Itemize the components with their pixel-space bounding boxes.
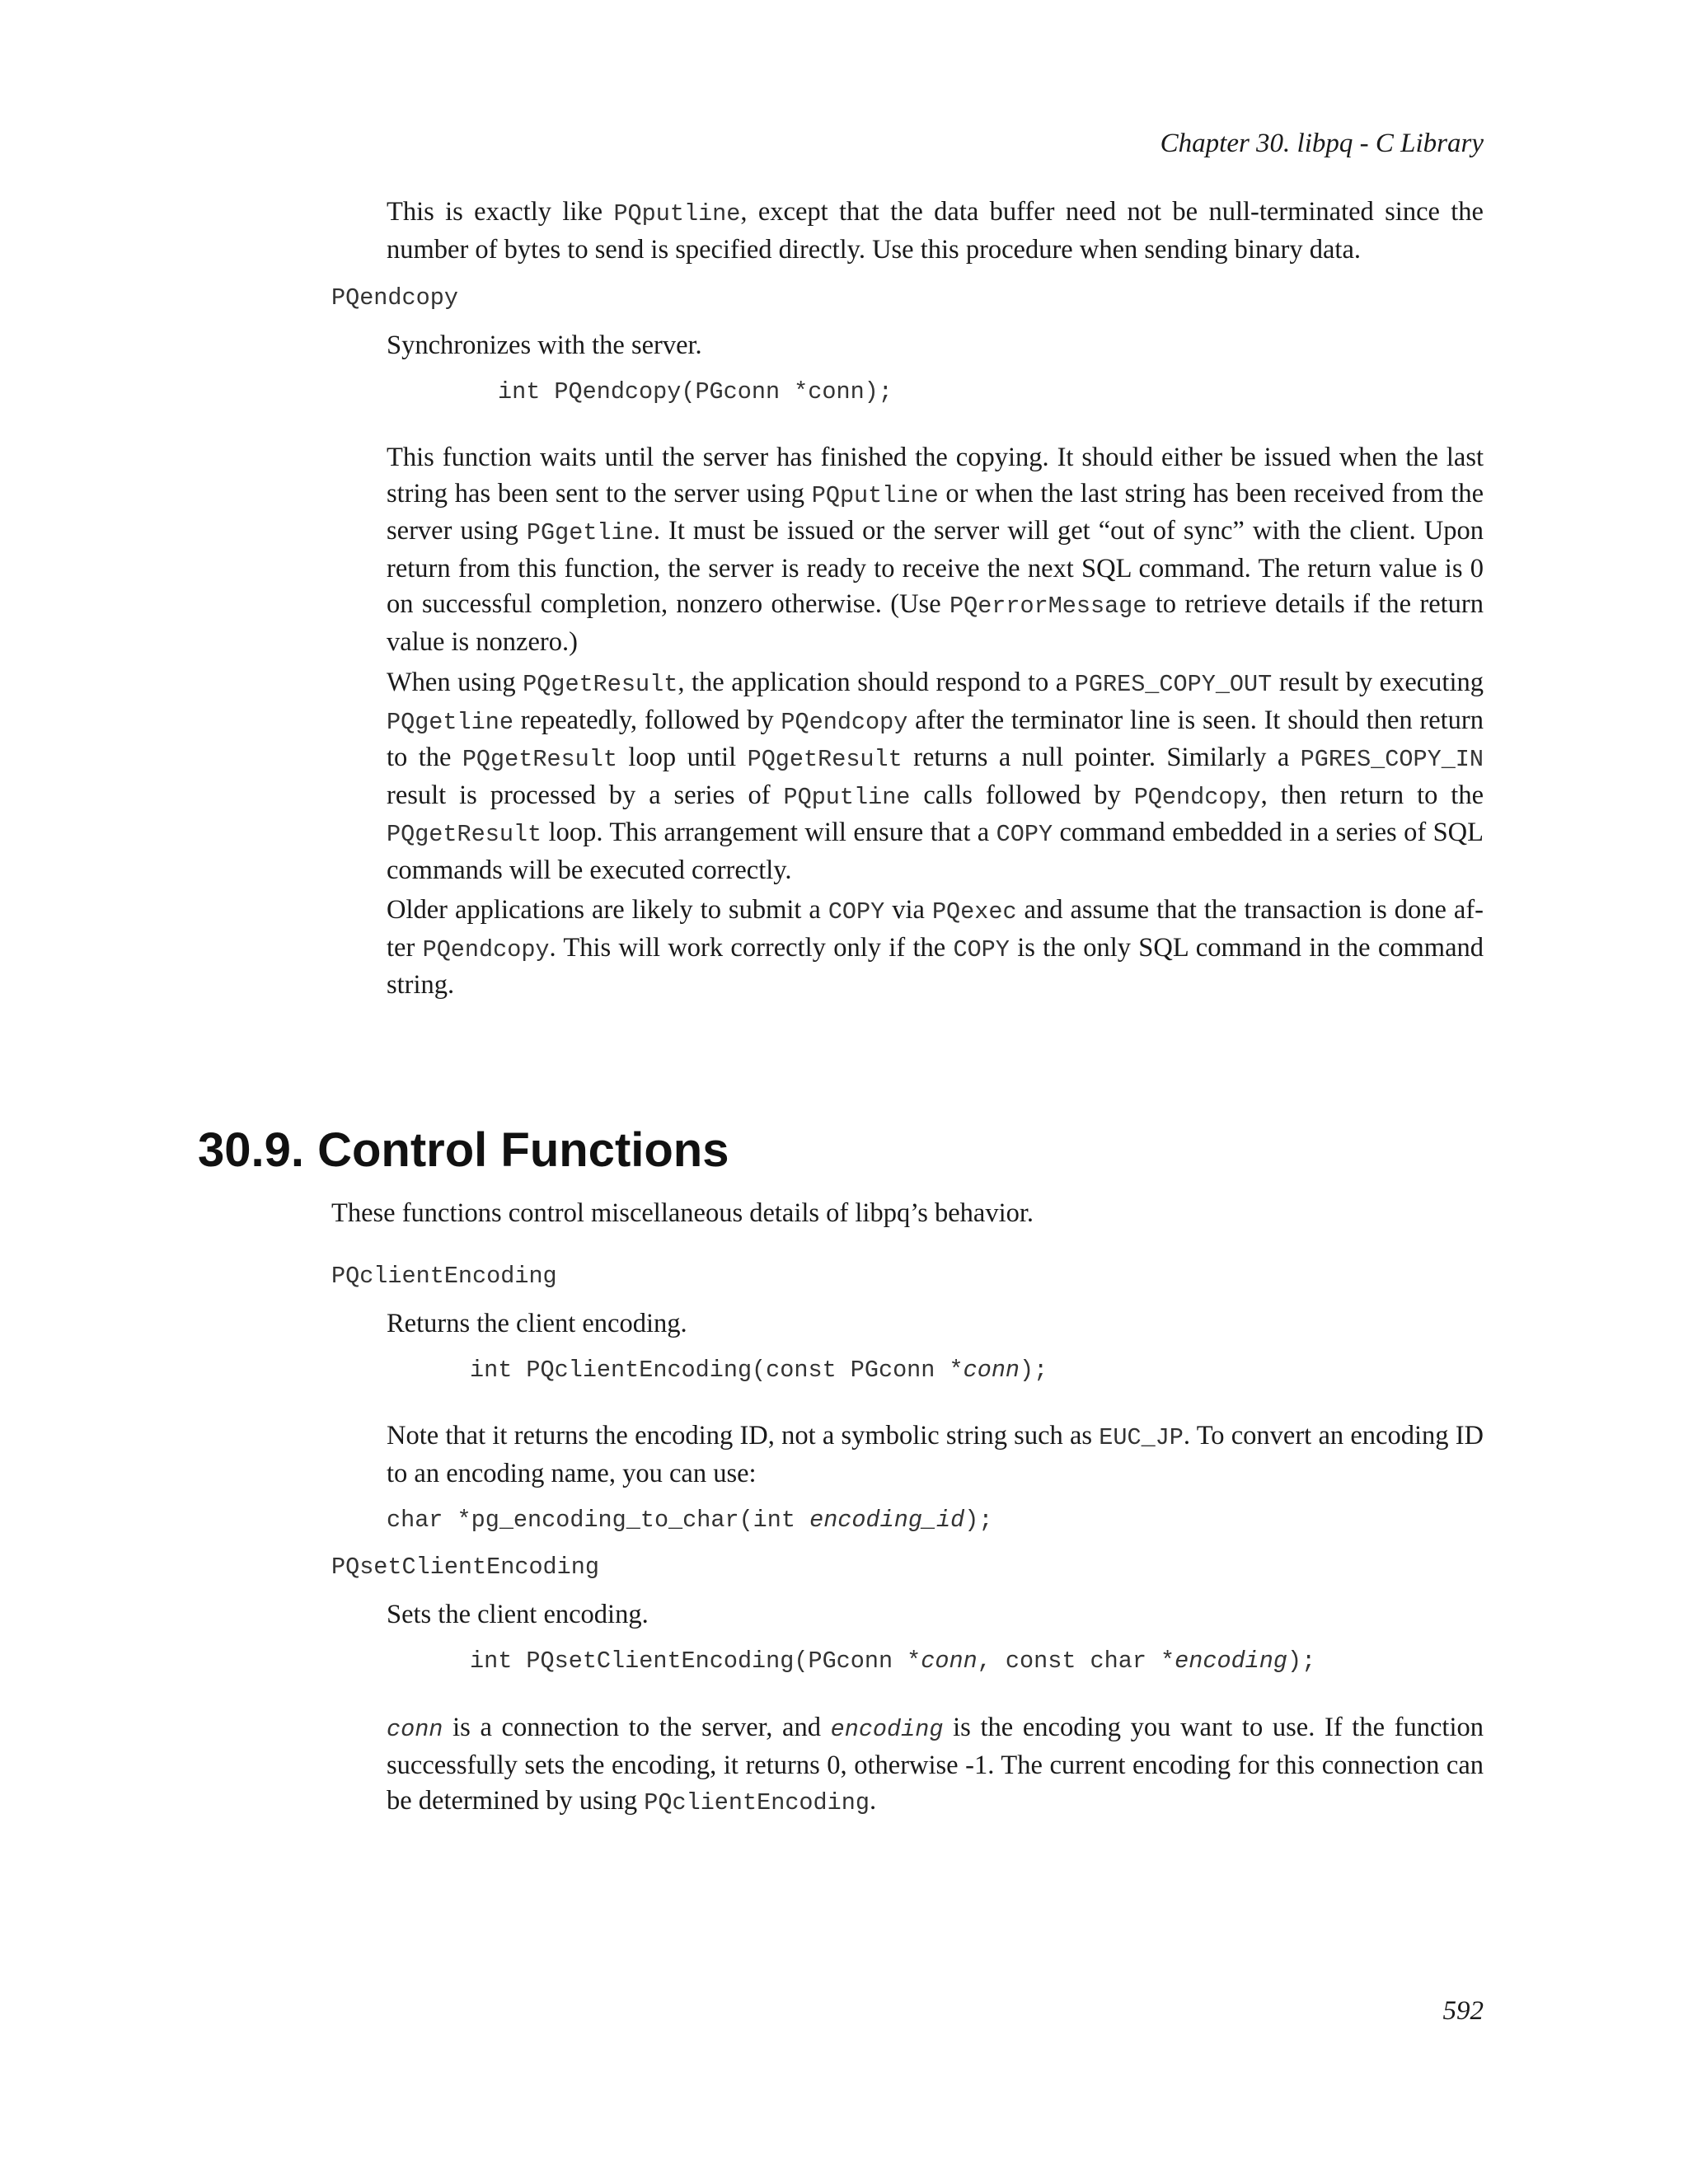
pqsetclientencoding-signature: int PQsetClientEncoding(PGconn *conn, const char *encoding);: [470, 1647, 1316, 1675]
pqendcopy-description: Synchronizes with the server.: [387, 330, 702, 360]
term-pqendcopy: PQendcopy: [331, 284, 458, 312]
term-pqsetclientencoding: PQsetClientEncoding: [331, 1554, 599, 1581]
page-number: 592: [1442, 1996, 1484, 2026]
running-header: Chapter 30. libpq - C Library: [1160, 129, 1484, 158]
pqendcopy-paragraph-1: This function waits until the server has finished the copying. It should either be issued when the last string has been sent to the server using PQputline or when the last string has been received from the server using PGgetline. It must be issued or the server will get “out of sync” with the client. Upon return from this function, the server is ready to receive the next SQL command. The return value is 0 on successful completion, nonzero otherwise. (Use PQerrorMessage to retrieve details if the return value is nonzero.): [387, 443, 1484, 657]
pqendcopy-paragraph-3: Older applications are likely to submit a COPY via PQexec and assume that the transaction is done after PQendcopy. This will work correctly only if the COPY is the only SQL command in the command string.: [387, 895, 1484, 1001]
pqclientencoding-signature: int PQclientEncoding(const PGconn *conn);: [470, 1357, 1048, 1384]
pqsetclientencoding-description: Sets the client encoding.: [387, 1600, 649, 1629]
section-heading: 30.9. Control Functions: [198, 1123, 729, 1177]
pqclientencoding-description: Returns the client encoding.: [387, 1309, 687, 1338]
term-pqclientencoding: PQclientEncoding: [331, 1263, 557, 1290]
section-intro: These functions control miscellaneous details of libpq’s behavior.: [331, 1198, 1034, 1228]
pqendcopy-signature: int PQendcopy(PGconn *conn);: [498, 378, 893, 405]
pqendcopy-paragraph-2: When using PQgetResult, the application should respond to a PGRES_COPY_OUT result by executing PQgetline repeatedly, followed by PQendcopy after the terminator line is seen. It should then return to the PQgetResult loop until PQgetResult returns a null pointer. Similarly a PGRES_COPY_IN result is processed by a series of PQputline calls followed by PQendcopy, then return to the PQgetResult loop. This arrangement will ensure that a COPY command embedded in a series of SQL commands will be executed correctly.: [387, 668, 1484, 885]
intro-paragraph: This is exactly like PQputline, except that the data buffer need not be null-terminated since the number of bytes to send is specified directly. Use this procedure when sending binary data.: [387, 197, 1484, 265]
pqsetclientencoding-paragraph: conn is a connection to the server, and encoding is the encoding you want to use. If the function successfully sets the encoding, it returns 0, otherwise -1. The current encoding for this connection can be determined by using PQclientEncoding.: [387, 1713, 1484, 1817]
pqclientencoding-note: Note that it returns the encoding ID, not a symbolic string such as EUC_JP. To convert an encoding ID to an encoding name, you can use:: [387, 1421, 1484, 1488]
encoding-to-char-signature: char *pg_encoding_to_char(int encoding_id);: [387, 1507, 993, 1534]
